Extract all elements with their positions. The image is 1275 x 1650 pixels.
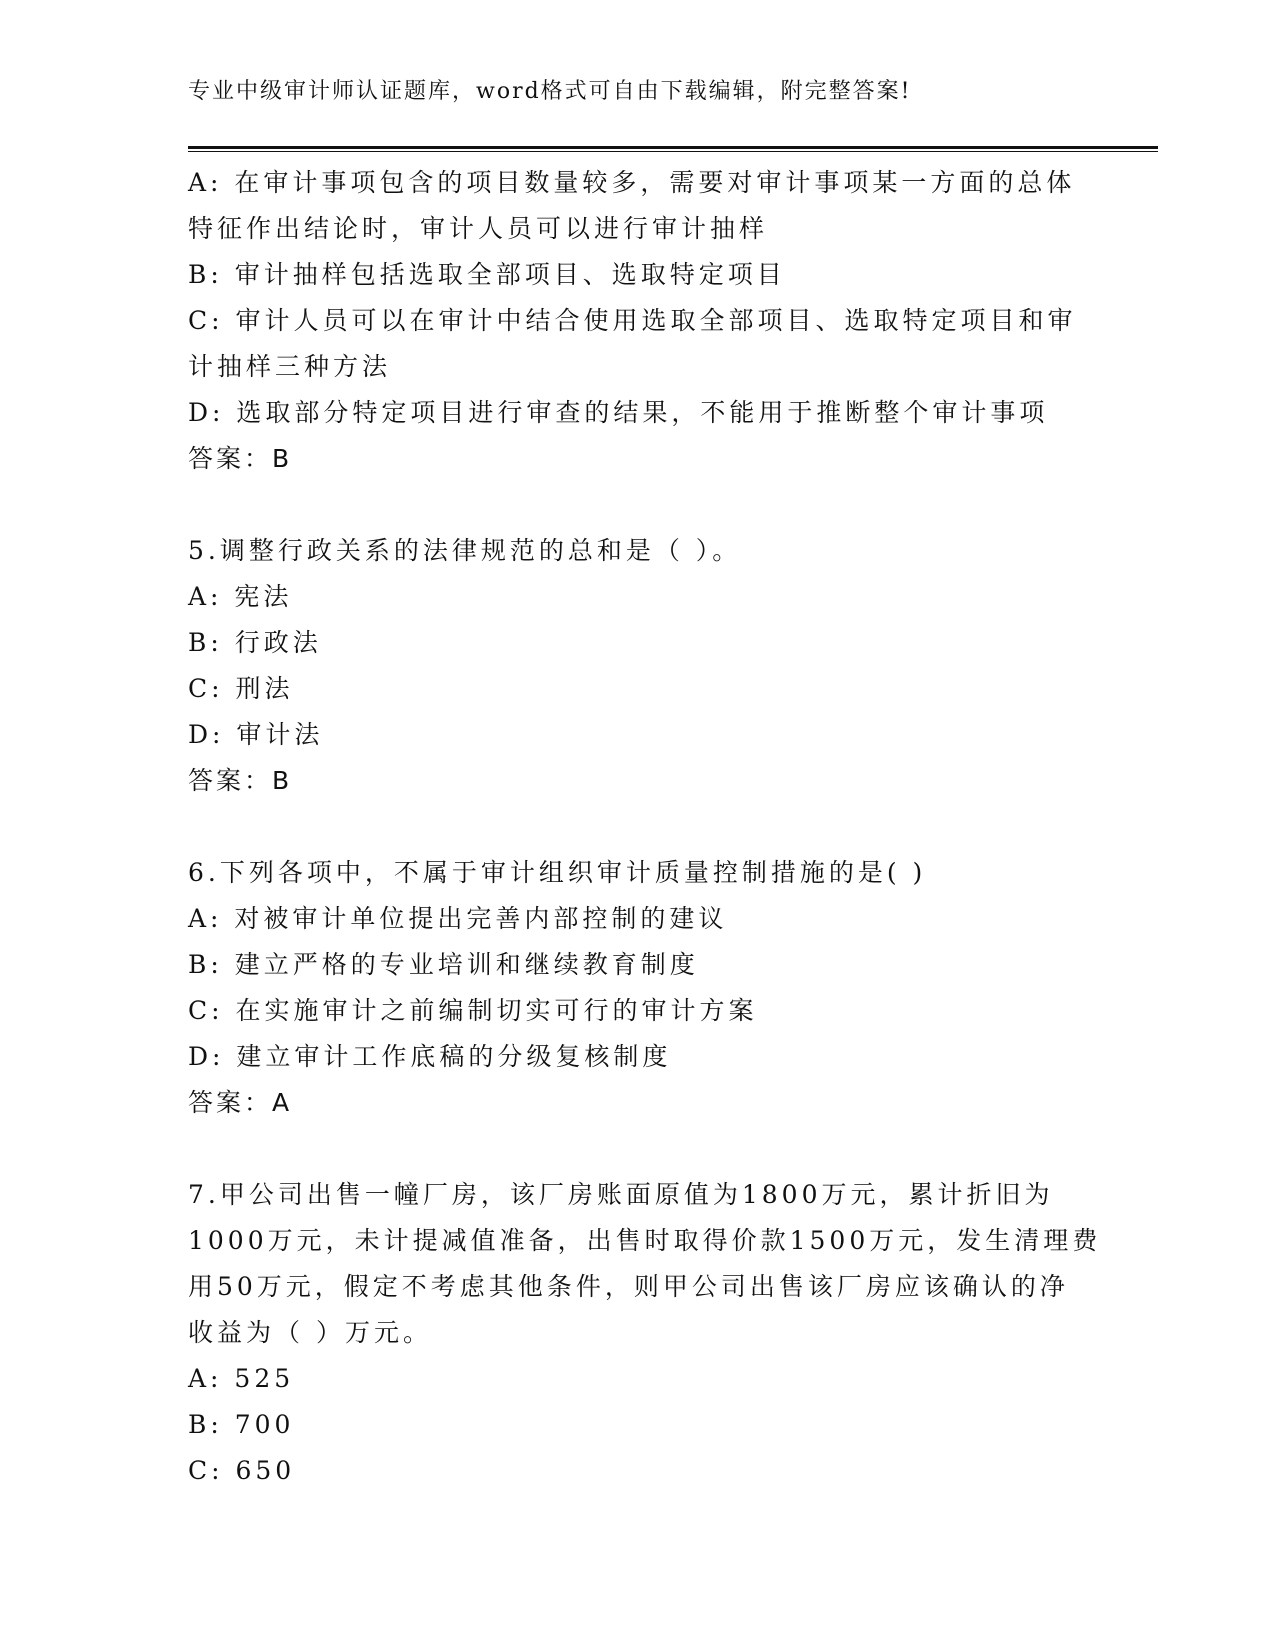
question-stem: 6.下列各项中，不属于审计组织审计质量控制措施的是( )	[188, 858, 927, 887]
question-stem-line-3: 用50万元，假定不考虑其他条件，则甲公司出售该厂房应该确认的净	[188, 1272, 1069, 1301]
question-stem-line-2: 1000万元，未计提减值准备，出售时取得价款1500万元，发生清理费	[188, 1226, 1102, 1255]
option-a-line-2: 特征作出结论时，审计人员可以进行审计抽样	[188, 214, 769, 243]
option-c-line-1: C: 审计人员可以在审计中结合使用选取全部项目、选取特定项目和审	[188, 306, 1077, 335]
option-b: B: 审计抽样包括选取全部项目、选取特定项目	[188, 260, 786, 289]
option-b: B: 建立严格的专业培训和继续教育制度	[188, 950, 699, 979]
answer: 答案：A	[188, 1088, 293, 1117]
option-a: A: 宪法	[188, 582, 293, 611]
option-d: D: 建立审计工作底稿的分级复核制度	[188, 1042, 672, 1071]
option-c: C: 650	[188, 1456, 296, 1485]
spacer	[188, 804, 1088, 850]
spacer	[188, 1126, 1088, 1172]
question-5	[188, 528, 1088, 804]
answer: 答案：B	[188, 444, 293, 473]
question-6	[188, 850, 1088, 1126]
question-4	[188, 160, 1088, 482]
option-a-line-1: A: 在审计事项包含的项目数量较多，需要对审计事项某一方面的总体	[188, 168, 1076, 197]
question-stem-line-1: 7.甲公司出售一幢厂房，该厂房账面原值为1800万元，累计折旧为	[188, 1180, 1054, 1209]
question-7	[188, 1172, 1102, 1494]
option-c: C: 在实施审计之前编制切实可行的审计方案	[188, 996, 758, 1025]
question-stem-line-4: 收益为（ ）万元。	[188, 1318, 432, 1347]
option-b: B: 700	[188, 1410, 295, 1439]
option-d: D: 选取部分特定项目进行审查的结果，不能用于推断整个审计事项	[188, 398, 1049, 427]
document-header: 专业中级审计师认证题库，word格式可自由下载编辑，附完整答案!	[188, 79, 912, 104]
answer: 答案：B	[188, 766, 293, 795]
spacer	[188, 482, 1088, 528]
option-d: D: 审计法	[188, 720, 324, 749]
option-c: C: 刑法	[188, 674, 294, 703]
question-stem: 5.调整行政关系的法律规范的总和是（ ）。	[188, 536, 742, 565]
option-c-line-2: 计抽样三种方法	[188, 352, 392, 381]
option-a: A: 525	[188, 1364, 295, 1393]
header-divider	[188, 146, 1158, 152]
document-body	[188, 160, 1102, 1494]
option-a: A: 对被审计单位提出完善内部控制的建议	[188, 904, 728, 933]
option-b: B: 行政法	[188, 628, 322, 657]
